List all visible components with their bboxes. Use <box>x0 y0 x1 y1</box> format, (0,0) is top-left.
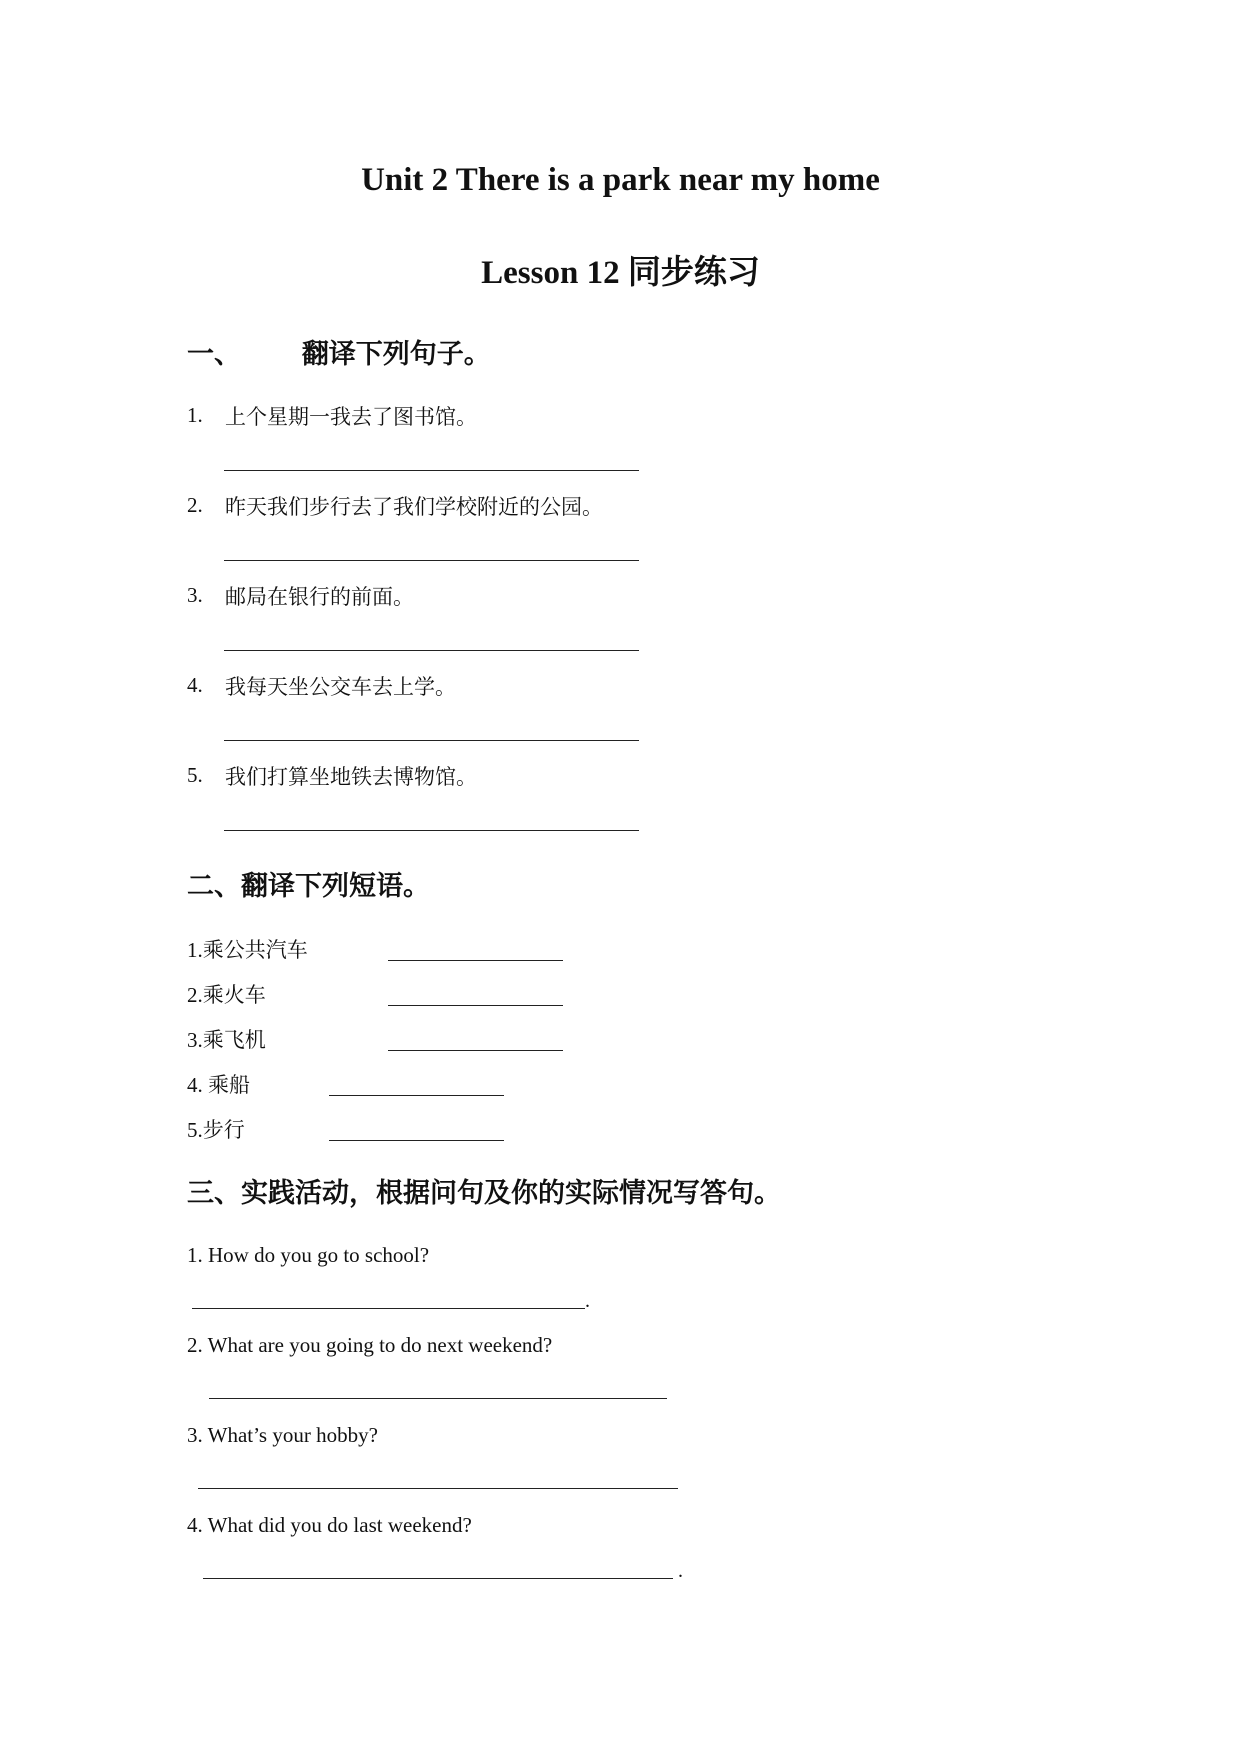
answer-line[interactable] <box>224 650 639 651</box>
sentence-item: 4. 我每天坐公交车去上学。 <box>187 673 456 699</box>
sentence-item: 1. 上个星期一我去了图书馆。 <box>187 403 477 429</box>
phrase-item: 2.乘火车 <box>187 983 266 1007</box>
section1-heading <box>187 332 491 371</box>
phrase-item: 4. 乘船 <box>187 1073 250 1097</box>
question-item: 4. What did you do last weekend? <box>187 1513 472 1537</box>
section1-title: 翻译下列句子。 <box>301 339 491 370</box>
answer-line[interactable] <box>224 830 639 831</box>
answer-line[interactable] <box>388 960 563 961</box>
sentence-item: 5. 我们打算坐地铁去博物馆。 <box>187 763 477 789</box>
answer-line[interactable] <box>329 1095 504 1096</box>
section1-number: 一、 <box>187 339 241 370</box>
question-item: 1. How do you go to school? <box>187 1243 430 1267</box>
phrase-item: 3.乘飞机 <box>187 1028 266 1052</box>
question-item: 3. What’s your hobby? <box>187 1423 378 1447</box>
section2-heading: 二、翻译下列短语。 <box>187 871 430 902</box>
answer-end-mark: . <box>678 1560 683 1582</box>
answer-line[interactable] <box>203 1578 673 1579</box>
lesson-title-en: Lesson 12 <box>481 255 620 291</box>
answer-line[interactable] <box>198 1488 678 1489</box>
answer-line[interactable] <box>224 740 639 741</box>
unit-title: Unit 2 There is a park near my home <box>361 162 880 198</box>
sentence-item: 2. 昨天我们步行去了我们学校附近的公园。 <box>187 493 603 519</box>
phrase-item: 5.步行 <box>187 1118 245 1142</box>
section3-heading: 三、实践活动，根据问句及你的实际情况写答句。 <box>187 1178 781 1209</box>
answer-line[interactable] <box>329 1140 504 1141</box>
lesson-title-cn: 同步练习 <box>627 252 760 291</box>
answer-line[interactable] <box>224 560 639 561</box>
lesson-title <box>0 246 1241 293</box>
answer-line[interactable] <box>388 1005 563 1006</box>
question-item: 2. What are you going to do next weekend? <box>187 1333 553 1357</box>
answer-line[interactable] <box>209 1398 667 1399</box>
sentence-item: 3. 邮局在银行的前面。 <box>187 583 414 609</box>
answer-line[interactable] <box>192 1308 585 1309</box>
answer-end-mark: . <box>585 1290 590 1312</box>
answer-line[interactable] <box>388 1050 563 1051</box>
phrase-item: 1.乘公共汽车 <box>187 938 308 962</box>
answer-line[interactable] <box>224 470 639 471</box>
